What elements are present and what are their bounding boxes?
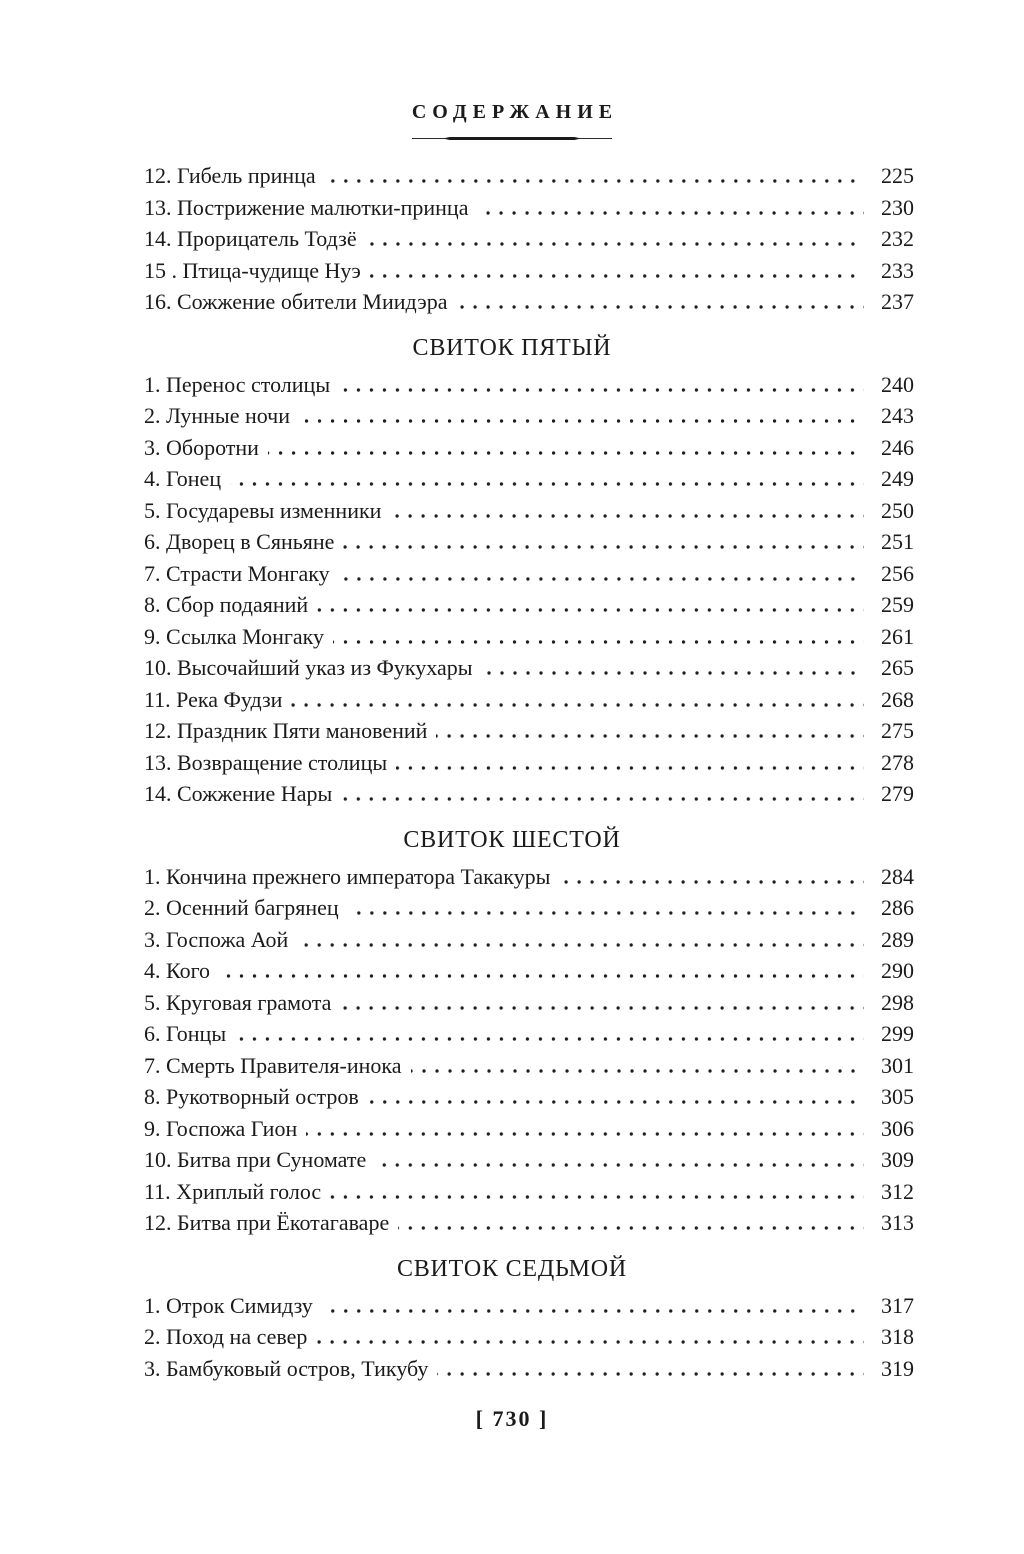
dot-leader [297,943,864,947]
entry-title: 15 . Птица-чудище Нуэ [144,257,361,283]
dot-leader [306,1132,864,1136]
entry-page-number: 306 [881,1115,914,1141]
entry-page-number: 250 [881,497,914,523]
entry-page-number: 290 [881,958,914,983]
decorative-rule [412,136,612,141]
toc-entry [144,747,914,779]
toc-section [144,1255,914,1385]
entry-title: 9. Госпожа Гион [144,1115,298,1141]
toc-entry [144,1144,914,1176]
entry-page-number: 259 [881,592,914,617]
dot-leader [343,545,864,549]
toc-entry [144,495,914,527]
toc-entry [144,558,914,590]
dot-leader [437,1372,864,1376]
entry-title: 14. Сожжение Нары [144,781,333,806]
toc-entry [144,1207,914,1239]
entry-page-number: 278 [881,749,914,775]
entry-title: 8. Рукотворный остров [144,1084,359,1109]
dot-leader [316,1340,864,1344]
toc-entry [144,1081,914,1113]
dot-leader [366,242,864,246]
entry-page-number: 230 [881,194,914,220]
toc-entry [144,892,914,924]
entry-title: 7. Страсти Монгаку [144,560,330,586]
dot-leader [299,419,864,423]
toc-entry [144,223,914,255]
dot-leader [330,1195,864,1199]
entry-title: 12. Праздник Пяти мановений [144,718,428,743]
entry-title: 1. Перенос столицы [144,371,331,397]
entry-title: 11. Хриплый голос [144,1178,322,1204]
dot-leader [396,766,864,770]
entry-page-number: 298 [881,989,914,1015]
toc-entry [144,987,914,1019]
toc-entry [144,715,914,747]
toc-entry [144,1321,914,1353]
dot-leader [482,671,864,675]
dot-leader [268,451,864,455]
toc-section [144,160,914,318]
entry-title: 3. Госпожа Аой [144,926,289,952]
dot-leader [322,1309,864,1313]
toc-entry [144,286,914,318]
toc-entry [144,621,914,653]
dot-leader [341,797,864,801]
toc-entry [144,369,914,401]
entry-title: 3. Бамбуковый остров, Тикубу [144,1355,429,1381]
entry-title: 13. Пострижение малютки-принца [144,194,469,220]
section-heading: СВИТОК ШЕСТОЙ [403,826,621,853]
table-of-contents [144,160,914,1384]
toc-entry [144,652,914,684]
toc-entry [144,1290,914,1322]
entry-page-number: 319 [881,1355,914,1381]
entry-page-number: 256 [881,560,914,586]
entry-page-number: 312 [881,1178,914,1204]
entry-title: 1. Отрок Симидзу [144,1292,313,1318]
entry-title: 5. Государевы изменники [144,497,382,523]
section-rows [144,160,914,318]
entry-title: 2. Лунные ночи [144,403,291,428]
entry-title: 13. Возвращение столицы [144,749,388,775]
toc-header [110,100,914,141]
entry-title: 14. Прорицатель Тодзё [144,226,357,251]
entry-title: 8. Сбор подаяний [144,592,309,617]
entry-title: 2. Осенний багрянец [144,895,339,920]
entry-page-number: 232 [881,226,914,251]
dot-leader [340,1006,864,1010]
dot-leader [339,577,864,581]
dot-leader [375,1163,864,1167]
entry-page-number: 313 [881,1210,914,1235]
entry-title: 7. Смерть Правителя-инока [144,1052,402,1078]
toc-entry [144,589,914,621]
dot-leader [398,1226,864,1230]
entry-page-number: 289 [881,926,914,952]
entry-title: 6. Дворец в Сяньяне [144,529,335,554]
entry-page-number: 251 [881,529,914,554]
dot-leader [456,305,864,309]
section-heading: СВИТОК СЕДЬМОЙ [396,1255,628,1282]
dot-leader [411,1069,864,1073]
toc-section [144,826,914,1239]
toc-entry [144,1176,914,1208]
entry-page-number: 299 [881,1021,914,1046]
page-title: СОДЕРЖАНИЕ [411,101,619,123]
entry-page-number: 237 [881,289,914,314]
entry-page-number: 243 [881,403,914,428]
entry-page-number: 318 [881,1324,914,1349]
entry-page-number: 265 [881,655,914,680]
dot-leader [370,274,864,278]
toc-entry [144,192,914,224]
entry-page-number: 233 [881,257,914,283]
toc-section [144,334,914,810]
entry-title: 11. Река Фудзи [144,686,283,712]
dot-leader [333,640,864,644]
dot-leader [368,1100,864,1104]
dot-leader [325,179,864,183]
entry-page-number: 284 [881,863,914,889]
dot-leader [235,1037,864,1041]
entry-title: 1. Кончина прежнего императора Такакуры [144,863,551,889]
entry-page-number: 268 [881,686,914,712]
entry-title: 12. Битва при Ёкотагаваре [144,1210,390,1235]
toc-entry [144,463,914,495]
entry-title: 10. Битва при Суномате [144,1147,367,1172]
section-rows [144,1290,914,1385]
entry-title: 4. Кого [144,958,211,983]
entry-page-number: 279 [881,781,914,806]
toc-entry [144,1050,914,1082]
entry-title: 6. Гонцы [144,1021,227,1046]
dot-leader [348,911,864,915]
entry-page-number: 275 [881,718,914,743]
entry-title: 9. Ссылка Монгаку [144,623,325,649]
dot-leader [559,880,864,884]
toc-entry [144,400,914,432]
dot-leader [291,703,864,707]
entry-page-number: 309 [881,1147,914,1172]
toc-entry [144,1018,914,1050]
entry-page-number: 240 [881,371,914,397]
dot-leader [477,211,864,215]
entry-title: 4. Гонец [144,466,222,491]
toc-entry [144,924,914,956]
entry-page-number: 261 [881,623,914,649]
entry-page-number: 305 [881,1084,914,1109]
entry-title: 16. Сожжение обители Миидэра [144,289,448,314]
toc-entry [144,1353,914,1385]
entry-page-number: 317 [881,1292,914,1318]
entry-page-number: 249 [881,466,914,491]
entry-title: 3. Оборотни [144,434,259,460]
toc-entry [144,255,914,287]
toc-entry [144,955,914,987]
toc-entry [144,684,914,716]
entry-page-number: 286 [881,895,914,920]
toc-entry [144,432,914,464]
toc-entry [144,778,914,810]
entry-page-number: 301 [881,1052,914,1078]
entry-page-number: 225 [881,163,914,188]
dot-leader [230,482,864,486]
entry-title: 10. Высочайший указ из Фукухары [144,655,473,680]
section-rows [144,369,914,810]
section-rows [144,861,914,1239]
page-number-footer: [ 730 ] [475,1406,549,1431]
rule-thick-line [444,137,580,140]
toc-entry [144,526,914,558]
dot-leader [436,734,864,738]
toc-entry [144,1113,914,1145]
dot-leader [339,388,864,392]
section-heading: СВИТОК ПЯТЫЙ [412,334,612,361]
toc-entry [144,861,914,893]
dot-leader [317,608,864,612]
entry-title: 5. Круговая грамота [144,989,332,1015]
entry-page-number: 246 [881,434,914,460]
entry-title: 12. Гибель принца [144,163,316,188]
toc-entry [144,160,914,192]
dot-leader [219,974,864,978]
dot-leader [390,514,864,518]
entry-title: 2. Поход на север [144,1324,308,1349]
